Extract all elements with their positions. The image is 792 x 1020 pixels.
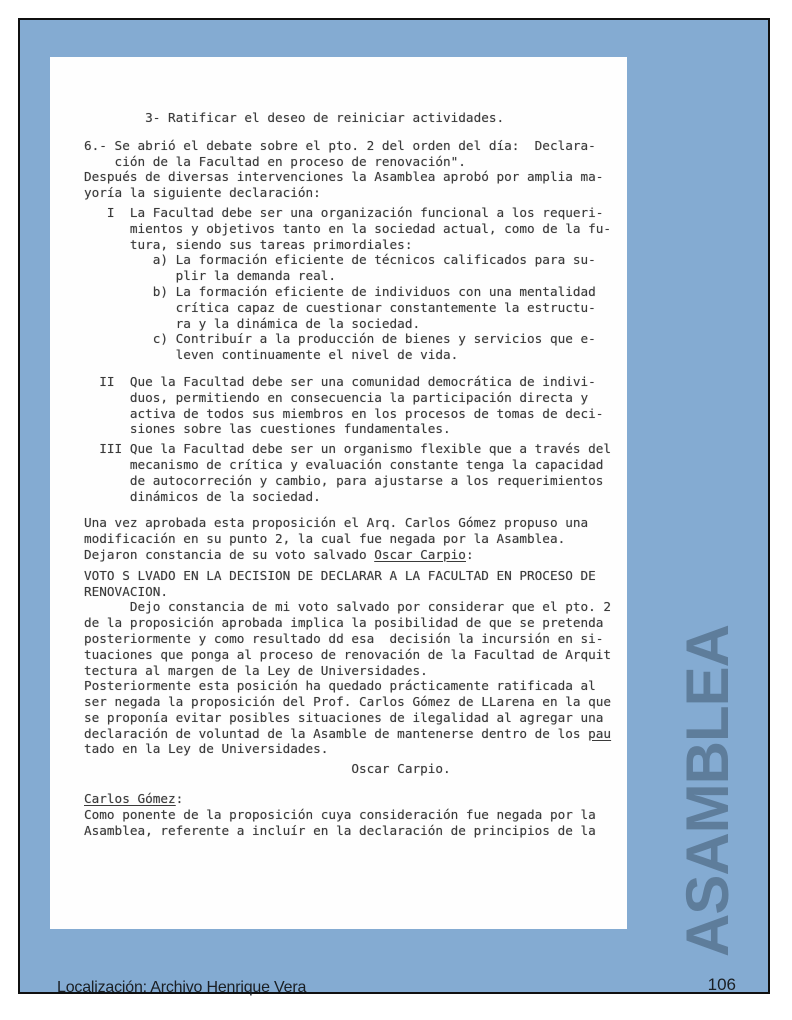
- text-line: ser negada la proposición del Prof. Carlos Gómez de LLarena en la que: [84, 694, 612, 710]
- text-line: Dejo constancia de mi voto salvado por considerar que el pto. 2: [84, 599, 612, 615]
- text-line: yoría la siguiente declaración:: [84, 185, 321, 201]
- document-paper: [50, 57, 627, 929]
- blue-matte-frame: [18, 18, 770, 994]
- text-line: I La Facultad debe ser una organización funcional a los requeri-: [84, 204, 604, 220]
- text-line: de la proposición aprobada implica la posibilidad de que se pretenda: [84, 615, 604, 631]
- text-line: modificación en su punto 2, la cual fue negada por la Asamblea.: [84, 531, 566, 547]
- text-line: c) Contribuír a la producción de bienes y servicios que e-: [84, 331, 596, 347]
- text-line: Oscar Carpio.: [84, 761, 451, 777]
- text-line: tuaciones que ponga al proceso de renovación de la Facultad de Arquit: [84, 646, 612, 662]
- text-line: Carlos Gómez:: [84, 791, 184, 807]
- text-line: activa de todos sus miembros en los procesos de tomas de deci-: [84, 405, 604, 421]
- text-line: Una vez aprobada esta proposición el Arq. Carlos Gómez propuso una: [84, 515, 589, 531]
- text-line: se proponía evitar posibles situaciones de ilegalidad al agregar una: [84, 709, 604, 725]
- localization-label: Localización: Archivo Henrique Vera: [57, 979, 307, 996]
- text-line: 3- Ratificar el deseo de reiniciar actividades.: [84, 110, 505, 125]
- text-line: leven continuamente el nivel de vida.: [84, 347, 459, 363]
- text-line: mientos y objetivos tanto en la sociedad actual, como de la fu-: [84, 220, 612, 236]
- text-line: plir la demanda real.: [84, 268, 337, 284]
- text-line: crítica capaz de cuestionar constantemente la estructu-: [84, 299, 596, 315]
- text-line: posteriormente y como resultado dd esa decisión la incursión en si-: [84, 630, 604, 646]
- asamblea-side-label: ASAMBLEA: [674, 625, 741, 957]
- text-line: Asamblea, referente a incluír en la declaración de principios de la: [84, 822, 596, 838]
- text-line: 6.- Se abrió el debate sobre el pto. 2 del orden del día: Declara-: [84, 137, 596, 153]
- page-number: 106: [707, 975, 736, 994]
- typewritten-text: [84, 110, 611, 838]
- text-line: Como ponente de la proposición cuya consideración fue negada por la: [84, 806, 596, 822]
- text-line: Después de diversas intervenciones la Asamblea aprobó por amplia ma-: [84, 169, 604, 185]
- text-line: siones sobre las cuestiones fundamentales.: [84, 421, 451, 437]
- text-line: de autocorreción y cambio, para ajustarse a los requerimientos: [84, 472, 604, 488]
- text-line: ción de la Facultad en proceso de renovación".: [84, 153, 466, 169]
- text-line: VOTO S LVADO EN LA DECISION DE DECLARAR A LA FACULTAD EN PROCESO DE: [84, 567, 596, 583]
- text-line: Posteriormente esta posición ha quedado prácticamente ratificada al: [84, 678, 596, 694]
- text-line: declaración de voluntad de la Asamble de mantenerse dentro de los pau: [84, 725, 612, 741]
- text-line: tura, siendo sus tareas primordiales:: [84, 236, 413, 252]
- text-line: a) La formación eficiente de técnicos calificados para su-: [84, 252, 596, 268]
- text-line: mecanismo de crítica y evaluación constante tenga la capacidad: [84, 456, 604, 472]
- text-line: Dejaron constancia de su voto salvado Oscar Carpio:: [84, 546, 474, 562]
- text-line: tectura al margen de la Ley de Universidades.: [84, 662, 428, 678]
- text-line: II Que la Facultad debe ser una comunidad democrática de indivi-: [84, 373, 596, 389]
- text-line: b) La formación eficiente de individuos con una mentalidad: [84, 283, 596, 299]
- text-line: RENOVACION.: [84, 583, 169, 599]
- text-line: tado en la Ley de Universidades.: [84, 741, 329, 757]
- text-line: III Que la Facultad debe ser un organismo flexible que a través del: [84, 441, 612, 457]
- text-line: ra y la dinámica de la sociedad.: [84, 315, 421, 331]
- text-line: dinámicos de la sociedad.: [84, 488, 321, 504]
- text-line: duos, permitiendo en consecuencia la participación directa y: [84, 389, 589, 405]
